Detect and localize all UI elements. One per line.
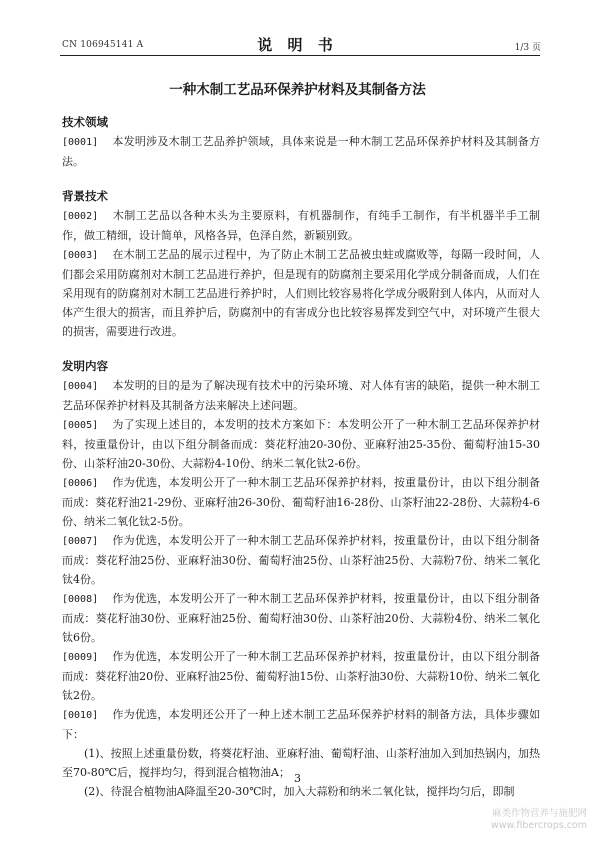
paragraph-text: 作为优选，本发明公开了一种木制工艺品环保养护材料，按重量份计，由以下组分制备而成：葵花籽油20份、亚麻籽油25份、葡萄籽油15份、山茶籽油30份、大蒜粉10份、纳米二氧化钛2份。 xyxy=(62,650,540,702)
paragraph-number: [0004] xyxy=(62,381,99,392)
page-number: 3 xyxy=(294,772,301,785)
header-doc-type: 说 明 书 xyxy=(257,36,338,54)
paragraph-0003 xyxy=(62,245,540,341)
paragraph-0009 xyxy=(62,647,540,705)
paragraph-number: [0010] xyxy=(62,710,99,721)
paragraph-text: 作为优选，本发明公开了一种木制工艺品环保养护材料，按重量份计，由以下组分制备而成：葵花籽油21-29份、亚麻籽油26-30份、葡萄籽油16-28份、山茶籽油22-28份、大蒜粉4-6份、纳米二氧化钛2-5份。 xyxy=(62,476,540,528)
paragraph-text: 本发明的目的是为了解决现有技术中的污染环境、对人体有害的缺陷，提供一种木制工艺品环保养护材料及其制备方法来解决上述问题。 xyxy=(62,379,540,412)
section-heading-background: 背景技术 xyxy=(62,189,108,203)
paragraph-number: [0009] xyxy=(62,652,99,663)
paragraph-number: [0005] xyxy=(62,420,99,431)
paragraph-text: 作为优选，本发明还公开了一种上述木制工艺品环保养护材料的制备方法，具体步骤如下： xyxy=(62,708,540,741)
paragraph-number: [0006] xyxy=(62,478,99,489)
paragraph-0005 xyxy=(62,415,540,473)
paragraph-number: [0003] xyxy=(62,250,99,261)
document-body xyxy=(62,113,540,801)
header-doc-number: CN 106945141 A xyxy=(62,40,144,50)
section-spacer xyxy=(62,171,540,187)
method-step-2: (2)、待混合植物油A降温至20-30℃时，加入大蒜粉和纳米二氧化钛，搅拌均匀后，即制 xyxy=(84,785,515,798)
paragraph-text: 作为优选，本发明公开了一种木制工艺品环保养护材料，按重量份计，由以下组分制备而成：葵花籽油25份、亚麻籽油30份、葡萄籽油25份、山茶籽油25份、大蒜粉7份、纳米二氧化钛4份。 xyxy=(62,534,540,586)
header-page-label: 1/3 页 xyxy=(514,43,541,53)
section-heading-summary: 发明内容 xyxy=(62,359,108,373)
paragraph-0008 xyxy=(62,589,540,647)
paragraph-0007 xyxy=(62,531,540,589)
site-watermark xyxy=(491,808,587,832)
paragraph-number: [0001] xyxy=(62,137,99,148)
header-rule xyxy=(60,55,540,56)
paragraph-0010 xyxy=(62,705,540,744)
document-title: 一种木制工艺品环保养护材料及其制备方法 xyxy=(169,82,426,98)
paragraph-number: [0007] xyxy=(62,536,99,547)
paragraph-text: 为了实现上述目的，本发明的技术方案如下：本发明公开了一种木制工艺品环保养护材料，按重量份计，由以下组分制备而成：葵花籽油20-30份、亚麻籽油25-35份、葡萄籽油15-30份、山茶籽油20-30份、大蒜粉4-10份、纳米二氧化钛2-6份。 xyxy=(62,418,540,470)
paragraph-number: [0008] xyxy=(62,594,99,605)
paragraph-number: [0002] xyxy=(62,211,99,222)
paragraph-0006 xyxy=(62,473,540,531)
paragraph-text: 作为优选，本发明公开了一种木制工艺品环保养护材料，按重量份计，由以下组分制备而成：葵花籽油30份、亚麻籽油25份、葡萄籽油30份、山茶籽油20份、大蒜粉4份、纳米二氧化钛6份。 xyxy=(62,592,540,644)
paragraph-text: 在木制工艺品的展示过程中，为了防止木制工艺品被虫蛀或腐败等，每隔一段时间，人们都会采用防腐剂对木制工艺品进行养护，但是现有的防腐剂主要采用化学成分制备而成，人们在采用现有的防腐剂对木制工艺品进行养护时，人们则比较容易将化学成分吸附到人体内，从而对人体产生很大的损害，而且养护后，防腐剂中的有害成分也比较容易挥发到空气中，对环境产生很大的损害，需要进行改进。 xyxy=(62,248,540,338)
section-heading-technical-field: 技术领域 xyxy=(62,115,108,129)
paragraph-text: 本发明涉及木制工艺品养护领域，具体来说是一种木制工艺品环保养护材料及其制备方法。 xyxy=(62,135,540,168)
watermark-site-name: 麻类作物营养与施肥网 xyxy=(491,808,587,819)
watermark-site-url: www.fibercrops.com xyxy=(490,820,587,831)
section-spacer xyxy=(62,341,540,357)
paragraph-text: 木制工艺品以各种木头为主要原料，有机器制作，有纯手工制作，有半机器半手工制作，做工精细，设计简单，风格各异，色泽自然，新颖别致。 xyxy=(62,209,540,242)
paragraph-0001 xyxy=(62,132,540,171)
paragraph-0004 xyxy=(62,376,540,415)
method-step-1: (1)、按照上述重量份数，将葵花籽油、亚麻籽油、葡萄籽油、山茶籽油加入到加热锅内，加热至70-80℃后，搅拌均匀，得到混合植物油A； xyxy=(62,747,540,779)
paragraph-0002 xyxy=(62,206,540,245)
